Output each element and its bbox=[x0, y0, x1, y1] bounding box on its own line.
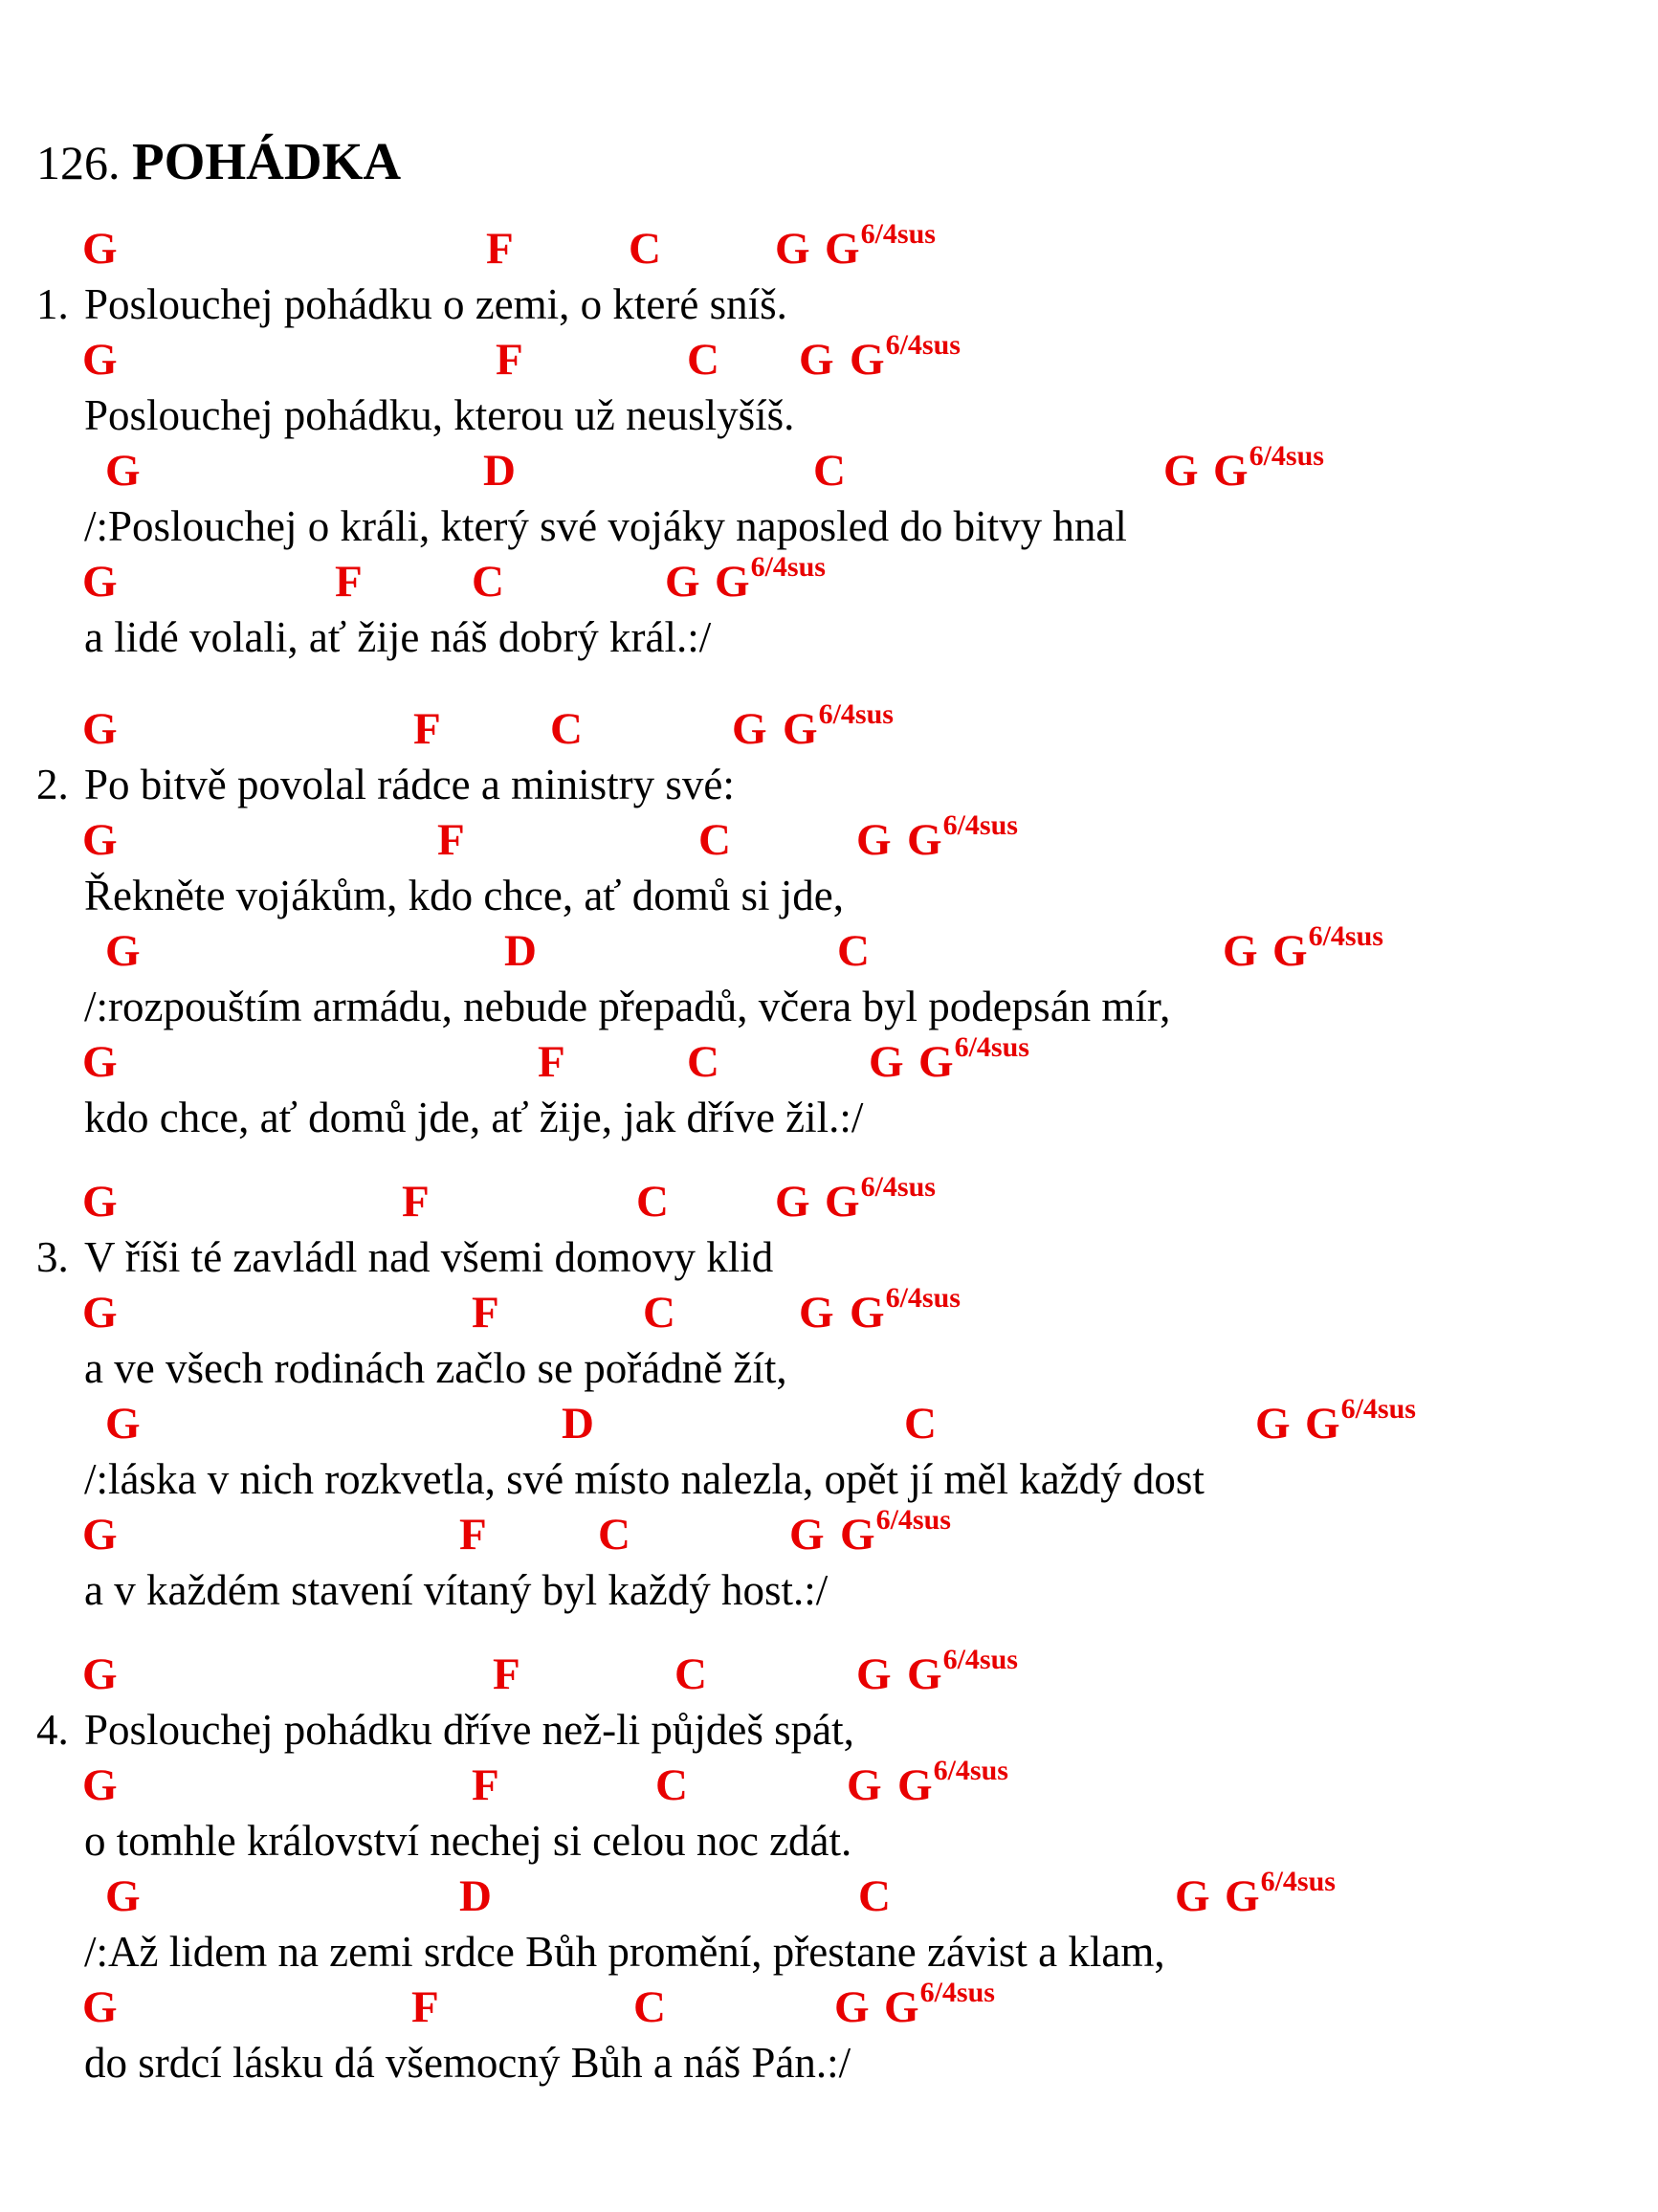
lyric-text: Po bitvě povolal rádce a ministry své: bbox=[84, 761, 735, 808]
chord-G bbox=[82, 1286, 118, 1339]
chord-G bbox=[775, 1175, 810, 1228]
lyric-text: kdo chce, ať domů jde, ať žije, jak dříve žil.:/ bbox=[84, 1094, 864, 1141]
chord-G bbox=[775, 222, 810, 276]
chord-suffix: 6/4sus bbox=[885, 329, 961, 361]
chord-G bbox=[840, 1504, 951, 1561]
chord-name: G bbox=[1175, 1871, 1210, 1921]
chord-G bbox=[82, 222, 118, 276]
chord-name: G bbox=[834, 1982, 870, 2032]
chord-name: G bbox=[1163, 446, 1199, 496]
chord-name: G bbox=[82, 1649, 118, 1699]
chord-name: G bbox=[105, 926, 141, 976]
chord-G bbox=[82, 1980, 118, 2034]
chord-name: G bbox=[82, 704, 118, 754]
chord-name: D bbox=[459, 1871, 492, 1921]
chord-G bbox=[1305, 1393, 1416, 1450]
chord-name: F bbox=[496, 335, 523, 385]
chord-name: C bbox=[633, 1982, 666, 2032]
chord-G bbox=[105, 1397, 141, 1450]
lyric-text: V říši té zavládl nad všemi domovy klid bbox=[84, 1233, 774, 1281]
lyric-line bbox=[84, 1562, 828, 1618]
chord-G bbox=[1213, 440, 1324, 498]
chord-row bbox=[0, 1866, 1658, 1923]
chord-suffix: 6/4sus bbox=[1308, 920, 1383, 952]
chord-suffix: 6/4sus bbox=[1340, 1393, 1416, 1425]
chord-name: G bbox=[1255, 1399, 1291, 1449]
lyric-line bbox=[84, 1451, 1205, 1507]
chord-name: G bbox=[775, 224, 810, 274]
chord-row bbox=[0, 1393, 1658, 1450]
chord-F bbox=[538, 1035, 565, 1089]
chord-suffix: 6/4sus bbox=[860, 218, 936, 250]
lyric-text: o tomhle království nechej si celou noc zdát. bbox=[84, 1817, 852, 1865]
lyric-line bbox=[36, 276, 787, 332]
lyric-text: /:Poslouchej o králi, který své vojáky naposled do bitvy hnal bbox=[84, 502, 1127, 550]
chord-name: D bbox=[483, 446, 516, 496]
chord-name: F bbox=[472, 1288, 499, 1338]
lyric-text: /:Až lidem na zemi srdce Bůh promění, přestane závist a klam, bbox=[84, 1928, 1165, 1976]
chord-name: C bbox=[655, 1760, 688, 1810]
chord-C bbox=[636, 1175, 669, 1228]
chord-suffix: 6/4sus bbox=[942, 809, 1018, 841]
chord-name: G bbox=[82, 335, 118, 385]
chord-name: G bbox=[105, 1871, 141, 1921]
chord-name: G bbox=[665, 557, 700, 607]
chord-C bbox=[698, 813, 731, 867]
chord-G bbox=[82, 813, 118, 867]
chord-G bbox=[907, 1644, 1018, 1701]
chord-G bbox=[856, 1648, 892, 1701]
lyric-line bbox=[36, 1229, 773, 1285]
chord-row bbox=[0, 1171, 1658, 1228]
chord-name: G bbox=[850, 335, 885, 385]
chord-G bbox=[715, 551, 826, 608]
chord-name: F bbox=[402, 1177, 430, 1227]
chord-name: G bbox=[918, 1037, 954, 1087]
chord-name: G bbox=[82, 224, 118, 274]
chord-name: G bbox=[856, 815, 892, 865]
lyric-line bbox=[84, 868, 844, 923]
chord-name: G bbox=[82, 1982, 118, 2032]
chord-name: G bbox=[869, 1037, 904, 1087]
chord-G bbox=[847, 1759, 882, 1812]
chord-name: G bbox=[825, 1177, 860, 1227]
chord-name: G bbox=[907, 815, 942, 865]
chord-row bbox=[0, 1031, 1658, 1089]
chord-suffix: 6/4sus bbox=[954, 1031, 1029, 1063]
chord-name: G bbox=[105, 1399, 141, 1449]
chord-F bbox=[335, 555, 363, 608]
lyric-line bbox=[84, 1340, 787, 1396]
chord-C bbox=[858, 1869, 891, 1923]
chord-name: C bbox=[858, 1871, 891, 1921]
chord-G bbox=[907, 809, 1018, 867]
chord-suffix: 6/4sus bbox=[885, 1282, 961, 1314]
chord-name: C bbox=[636, 1177, 669, 1227]
chord-C bbox=[472, 555, 504, 608]
chord-G bbox=[825, 1171, 936, 1228]
lyric-line bbox=[84, 979, 1170, 1034]
chord-suffix: 6/4sus bbox=[1249, 440, 1324, 472]
chord-G bbox=[82, 333, 118, 387]
lyric-line bbox=[84, 387, 794, 443]
chord-F bbox=[486, 222, 514, 276]
chord-row bbox=[0, 809, 1658, 867]
chord-G bbox=[1225, 1866, 1336, 1923]
chord-C bbox=[837, 924, 870, 978]
chord-C bbox=[687, 333, 719, 387]
lyric-line bbox=[36, 757, 735, 812]
chord-name: G bbox=[799, 335, 834, 385]
chord-name: G bbox=[82, 1037, 118, 1087]
chord-name: F bbox=[413, 704, 441, 754]
chord-name: F bbox=[459, 1510, 487, 1559]
chord-name: F bbox=[411, 1982, 439, 2032]
chord-F bbox=[472, 1759, 499, 1812]
lyric-text: a lidé volali, ať žije náš dobrý král.:/ bbox=[84, 613, 712, 661]
chord-G bbox=[918, 1031, 1029, 1089]
chord-name: G bbox=[1225, 1871, 1260, 1921]
chord-name: D bbox=[504, 926, 537, 976]
lyric-line bbox=[36, 1702, 854, 1758]
chord-G bbox=[82, 1759, 118, 1812]
chord-name: C bbox=[674, 1649, 707, 1699]
chord-G bbox=[82, 555, 118, 608]
chord-G bbox=[1163, 444, 1199, 498]
chord-name: G bbox=[907, 1649, 942, 1699]
chord-G bbox=[1175, 1869, 1210, 1923]
chord-G bbox=[82, 702, 118, 756]
chord-D bbox=[459, 1869, 492, 1923]
lyric-text: a ve všech rodinách začlo se pořádně žít, bbox=[84, 1344, 787, 1392]
chord-C bbox=[687, 1035, 719, 1089]
chord-name: G bbox=[1272, 926, 1308, 976]
lyric-text: do srdcí lásku dá všemocný Bůh a náš Pán.:/ bbox=[84, 2039, 851, 2087]
chord-G bbox=[897, 1755, 1008, 1812]
lyric-text: Poslouchej pohádku o zemi, o které sníš. bbox=[84, 280, 787, 328]
chord-F bbox=[411, 1980, 439, 2034]
chord-name: G bbox=[105, 446, 141, 496]
verse-number: 3. bbox=[36, 1233, 69, 1281]
chord-row bbox=[0, 218, 1658, 276]
chord-name: G bbox=[884, 1982, 919, 2032]
lyric-line bbox=[84, 1813, 851, 1869]
chord-F bbox=[413, 702, 441, 756]
chord-name: F bbox=[437, 815, 465, 865]
lyric-text: a v každém stavení vítaný byl každý host.:/ bbox=[84, 1566, 829, 1614]
chord-name: F bbox=[486, 224, 514, 274]
lyric-line bbox=[84, 498, 1127, 554]
chord-F bbox=[472, 1286, 499, 1339]
chord-name: G bbox=[840, 1510, 875, 1559]
chord-name: G bbox=[82, 1288, 118, 1338]
chord-name: G bbox=[82, 557, 118, 607]
chord-name: G bbox=[783, 704, 818, 754]
chord-suffix: 6/4sus bbox=[818, 698, 894, 730]
verse-number: 4. bbox=[36, 1706, 69, 1754]
chord-name: G bbox=[775, 1177, 810, 1227]
chord-G bbox=[850, 329, 961, 387]
chord-row bbox=[0, 920, 1658, 978]
chord-G bbox=[869, 1035, 904, 1089]
chord-name: F bbox=[493, 1649, 520, 1699]
chord-F bbox=[437, 813, 465, 867]
chord-F bbox=[493, 1648, 520, 1701]
chord-C bbox=[904, 1397, 937, 1450]
chord-C bbox=[655, 1759, 688, 1812]
chord-D bbox=[504, 924, 537, 978]
chord-D bbox=[562, 1397, 594, 1450]
chord-name: G bbox=[1223, 926, 1258, 976]
chord-name: G bbox=[1213, 446, 1249, 496]
chord-G bbox=[82, 1648, 118, 1701]
chord-name: F bbox=[472, 1760, 499, 1810]
chord-row bbox=[0, 1504, 1658, 1561]
chord-name: G bbox=[897, 1760, 933, 1810]
chord-C bbox=[598, 1508, 630, 1561]
chord-C bbox=[629, 222, 661, 276]
verse-number: 1. bbox=[36, 280, 69, 328]
chord-name: C bbox=[472, 557, 504, 607]
chord-row bbox=[0, 440, 1658, 498]
chord-G bbox=[82, 1508, 118, 1561]
chord-G bbox=[82, 1035, 118, 1089]
chord-G bbox=[82, 1175, 118, 1228]
chord-G bbox=[105, 1869, 141, 1923]
lyric-text: Řekněte vojákům, kdo chce, ať domů si jde, bbox=[84, 872, 845, 919]
chord-name: C bbox=[598, 1510, 630, 1559]
chord-C bbox=[643, 1286, 675, 1339]
chord-G bbox=[834, 1980, 870, 2034]
chord-C bbox=[813, 444, 846, 498]
chord-name: F bbox=[538, 1037, 565, 1087]
chord-name: G bbox=[847, 1760, 882, 1810]
chord-name: C bbox=[687, 1037, 719, 1087]
chord-name: F bbox=[335, 557, 363, 607]
chord-G bbox=[105, 924, 141, 978]
chord-name: G bbox=[82, 1177, 118, 1227]
chord-name: G bbox=[732, 704, 767, 754]
chord-row bbox=[0, 698, 1658, 756]
chord-name: G bbox=[82, 815, 118, 865]
chord-name: C bbox=[698, 815, 731, 865]
chord-G bbox=[856, 813, 892, 867]
chord-row bbox=[0, 551, 1658, 608]
chord-row bbox=[0, 1282, 1658, 1339]
chord-F bbox=[402, 1175, 430, 1228]
chord-G bbox=[850, 1282, 961, 1339]
chord-name: C bbox=[813, 446, 846, 496]
lyric-line bbox=[84, 1924, 1165, 1980]
chord-name: G bbox=[82, 1510, 118, 1559]
chord-name: G bbox=[850, 1288, 885, 1338]
chord-name: G bbox=[1305, 1399, 1340, 1449]
chord-suffix: 6/4sus bbox=[875, 1504, 951, 1536]
chord-name: D bbox=[562, 1399, 594, 1449]
chord-G bbox=[105, 444, 141, 498]
lyric-line bbox=[84, 609, 711, 665]
verse-number: 2. bbox=[36, 761, 69, 808]
song-title bbox=[36, 127, 401, 197]
chord-name: G bbox=[825, 224, 860, 274]
chord-D bbox=[483, 444, 516, 498]
chord-name: C bbox=[629, 224, 661, 274]
chord-G bbox=[799, 1286, 834, 1339]
chord-C bbox=[674, 1648, 707, 1701]
lyric-text: /:láska v nich rozkvetla, své místo nalezla, opět jí měl každý dost bbox=[84, 1455, 1205, 1503]
chord-F bbox=[496, 333, 523, 387]
chord-G bbox=[884, 1977, 995, 2034]
chord-name: C bbox=[904, 1399, 937, 1449]
chord-C bbox=[550, 702, 583, 756]
chord-name: G bbox=[715, 557, 750, 607]
chord-name: G bbox=[789, 1510, 825, 1559]
chord-suffix: 6/4sus bbox=[1260, 1866, 1336, 1897]
chord-name: G bbox=[82, 1760, 118, 1810]
chord-suffix: 6/4sus bbox=[750, 551, 826, 583]
chord-G bbox=[1272, 920, 1383, 978]
chord-G bbox=[1223, 924, 1258, 978]
lyric-line bbox=[84, 2035, 851, 2090]
chord-name: G bbox=[799, 1288, 834, 1338]
chord-name: C bbox=[687, 335, 719, 385]
song-name: POHÁDKA bbox=[132, 132, 402, 190]
chord-name: C bbox=[643, 1288, 675, 1338]
chord-row bbox=[0, 1977, 1658, 2034]
chord-G bbox=[825, 218, 936, 276]
chord-C bbox=[633, 1980, 666, 2034]
chord-row bbox=[0, 329, 1658, 387]
chord-G bbox=[1255, 1397, 1291, 1450]
chord-suffix: 6/4sus bbox=[933, 1755, 1008, 1786]
chord-G bbox=[783, 698, 894, 756]
chord-name: C bbox=[550, 704, 583, 754]
lyric-text: Poslouchej pohádku, kterou už neuslyšíš. bbox=[84, 391, 795, 439]
song-number: 126. bbox=[36, 136, 121, 189]
chord-suffix: 6/4sus bbox=[860, 1171, 936, 1203]
lyric-text: /:rozpouštím armádu, nebude přepadů, včera byl podepsán mír, bbox=[84, 983, 1171, 1030]
chord-name: G bbox=[856, 1649, 892, 1699]
lyric-line bbox=[84, 1090, 863, 1145]
chord-G bbox=[799, 333, 834, 387]
chord-F bbox=[459, 1508, 487, 1561]
chord-row bbox=[0, 1755, 1658, 1812]
chord-name: C bbox=[837, 926, 870, 976]
chord-G bbox=[789, 1508, 825, 1561]
chord-G bbox=[732, 702, 767, 756]
chord-row bbox=[0, 1644, 1658, 1701]
chord-suffix: 6/4sus bbox=[942, 1644, 1018, 1675]
chord-suffix: 6/4sus bbox=[919, 1977, 995, 2008]
lyric-text: Poslouchej pohádku dříve než-li půjdeš spát, bbox=[84, 1706, 854, 1754]
chord-G bbox=[665, 555, 700, 608]
